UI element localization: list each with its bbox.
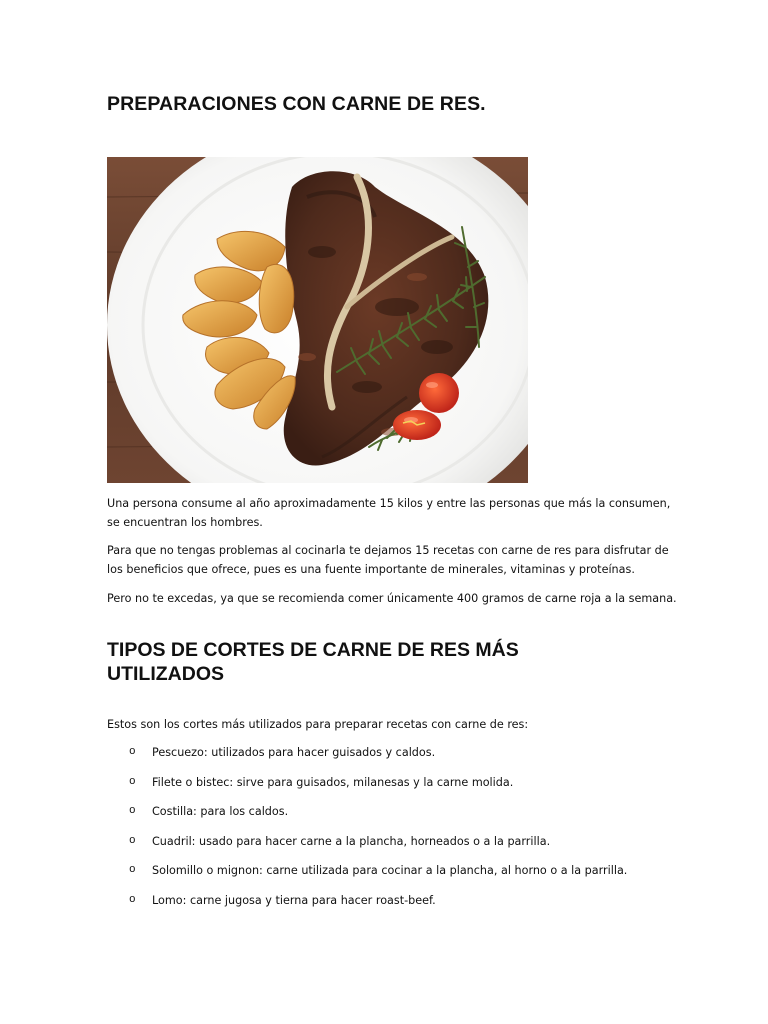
bullet-icon: o [129, 805, 136, 817]
list-item-text: Lomo: carne jugosa y tierna para hacer roast-beef. [152, 893, 436, 907]
bullet-icon: o [129, 834, 136, 847]
list-item-text: Pescuezo: utilizados para hacer guisados y caldos. [152, 746, 436, 759]
list-item-text: Cuadril: usado para hacer carne a la plancha, horneados o a la parrilla. [152, 834, 551, 848]
bullet-icon: o [129, 864, 136, 876]
list-item-text: Costilla: para los caldos. [152, 805, 289, 818]
steak-photo [107, 157, 528, 483]
list-item-text: Solomillo o mignon: carne utilizada para cocinar a la plancha, al horno o a la parrilla. [152, 864, 628, 877]
bullet-icon: o [129, 746, 136, 758]
bullet-icon: o [129, 893, 136, 906]
paragraph-recommendation: Pero no te excedas, ya que se recomienda comer únicamente 400 gramos de carne roja a la semana. [107, 592, 677, 605]
cuts-intro: Estos son los cortes más utilizados para preparar recetas con carne de res: [107, 718, 529, 731]
steak-illustration [107, 157, 528, 483]
page-title: PREPARACIONES CON CARNE DE RES. [107, 93, 486, 115]
paragraph-consumption: Una persona consume al año aproximadamente 15 kilos y entre las personas que más la consumen, se encuentran los hombres. [107, 497, 671, 529]
paragraph-recipes: Para que no tengas problemas al cocinarla te dejamos 15 recetas con carne de res para disfrutar de los beneficios que ofrece, pues es una fuente importante de minerales, vitaminas y proteínas. [107, 544, 669, 576]
bullet-icon: o [129, 775, 136, 788]
list-item-text: Filete o bistec: sirve para guisados, milanesas y la carne molida. [152, 775, 514, 789]
section-title-cuts: TIPOS DE CORTES DE CARNE DE RES MÁS UTILIZADOS [107, 639, 519, 685]
